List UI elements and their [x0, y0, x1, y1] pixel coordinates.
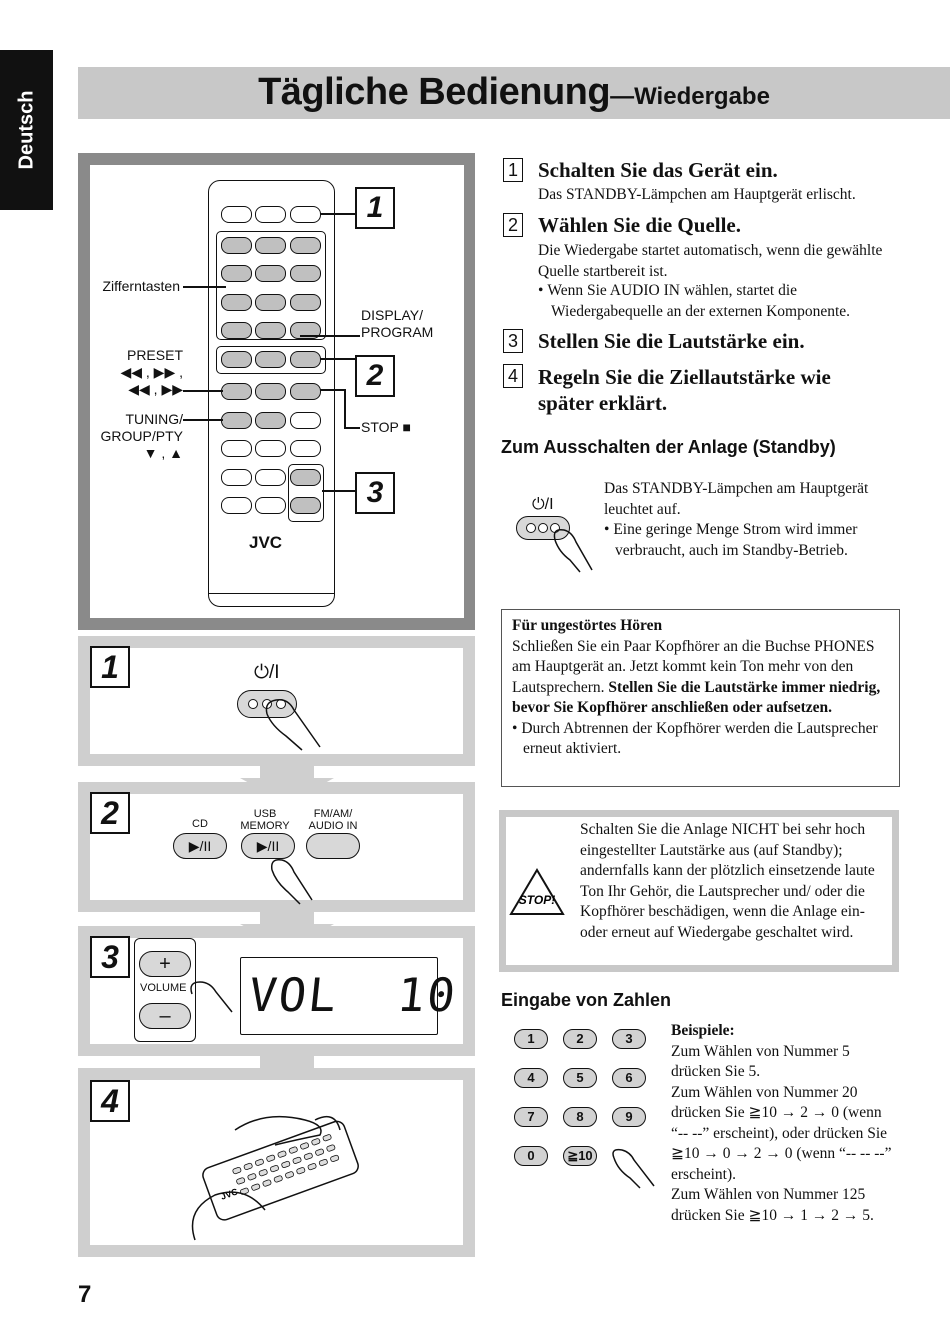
page-title-sub: —Wiedergabe	[610, 83, 770, 110]
remote-button	[221, 497, 252, 514]
remote-button	[221, 469, 252, 486]
remote-stop-button	[290, 383, 321, 400]
remote-number-key	[255, 294, 286, 311]
examples-heading: Beispiele:	[671, 1022, 735, 1039]
headphones-note-content	[512, 616, 892, 760]
remote-number-key	[290, 265, 321, 282]
step-4-number: 4	[90, 1080, 130, 1122]
language-tab	[0, 50, 53, 210]
instruction-2-bullet: • Wenn Sie AUDIO IN wählen, startet die Wiedergabequelle an der externen Komponente.	[538, 282, 851, 320]
remote-usb-button	[255, 351, 286, 368]
headphones-note	[501, 609, 900, 787]
headphones-bold-text: Stellen Sie die Lautstärke immer niedrig, bevor Sie Kopfhörer anschließen oder aufsetzen.	[512, 678, 881, 716]
svg-text:JVC: JVC	[219, 1186, 240, 1202]
instruction-4-heading	[503, 364, 878, 416]
flow-arrow	[260, 1054, 314, 1068]
remote-cd-button	[221, 351, 252, 368]
number-key-7: 7	[514, 1107, 548, 1127]
volume-display	[240, 957, 460, 1035]
label-display-program: DISPLAY/ PROGRAM	[361, 307, 434, 340]
label-tuning: TUNING/ GROUP/PTY	[100, 411, 183, 444]
remote-button	[255, 440, 286, 457]
headphones-text: Schließen Sie ein Paar Kopfhörer an die Buchse PHONES am Hauptgerät an. Jetzt kommt kein Ton mehr von den Lautsprechern.	[512, 637, 875, 696]
remote-callout-3: 3	[355, 472, 395, 514]
step-2-number: 2	[90, 792, 130, 834]
number-key-1: 1	[514, 1029, 548, 1049]
standby-text: Das STANDBY-Lämpchen am Hauptgerät leuchtet auf.	[604, 480, 869, 518]
finger-icon	[550, 526, 595, 574]
instruction-1-number: 1	[503, 158, 523, 182]
remote-button	[255, 497, 286, 514]
stop-warning-icon	[509, 868, 565, 916]
label-tuning-arrows: ▼ , ▲	[143, 445, 183, 461]
leader-line	[183, 390, 223, 392]
page-title	[78, 71, 950, 114]
number-key-4: 4	[514, 1068, 548, 1088]
remote-number-key	[221, 294, 252, 311]
remote-number-key	[255, 237, 286, 254]
example-item: Zum Wählen von Nummer 20 drücken Sie ≧10 → 2 → 0 (wenn “-- --” erscheint), oder drücken Sie ≧10 → 0 → 2 → 0 (wenn “-- -- --” erscheint).	[671, 1083, 892, 1183]
leader-line	[320, 213, 355, 215]
finger-icon	[186, 978, 236, 1018]
example-item: Zum Wählen von Nummer 5 drücken Sie 5.	[671, 1042, 850, 1080]
leader-line	[320, 358, 355, 360]
leader-line	[344, 427, 360, 429]
cd-play-button: ▶/II	[173, 833, 227, 859]
remote-number-key	[255, 265, 286, 282]
label-preset: PRESET	[126, 347, 183, 363]
number-key-6: 6	[612, 1068, 646, 1088]
leader-line	[183, 419, 223, 421]
remote-callout-2: 2	[355, 355, 395, 397]
remote-tuning-button	[255, 412, 286, 429]
remote-brand-logo: JVC	[249, 533, 283, 552]
remote-fm-button	[290, 351, 321, 368]
instruction-3-heading-text: Stellen Sie die Lautstärke ein.	[538, 329, 805, 353]
instruction-2-bullet-text: Wenn Sie AUDIO IN wählen, startet die Wiedergabequelle an der externen Komponente.	[547, 282, 851, 320]
label-zifferntasten: Zifferntasten	[102, 278, 180, 294]
remote-tuning-button	[221, 412, 252, 429]
label-preset-ff: ◀◀ , ▶▶ ,	[120, 364, 183, 380]
instruction-3-heading	[503, 329, 950, 354]
number-key-9: 9	[612, 1107, 646, 1127]
finger-icon	[266, 856, 316, 906]
instruction-4-heading-text: Regeln Sie die Ziellautstärke wie später erklärt.	[538, 365, 831, 415]
flow-arrow	[260, 910, 314, 924]
headphones-bullet-text: Durch Abtrennen der Kopfhörer werden die Lautsprecher erneut aktiviert.	[521, 719, 878, 757]
remote-button	[290, 412, 321, 429]
fm-label: FM/AM/ AUDIO IN	[308, 808, 358, 832]
page-title-main: Tägliche Bedienung	[258, 71, 611, 113]
remote-number-key	[290, 294, 321, 311]
remote-button	[290, 440, 321, 457]
remote-number-key	[255, 322, 286, 339]
example-item: Zum Wählen von Nummer 125 drücken Sie ≧10 → 1 → 2 → 5.	[671, 1186, 874, 1224]
examples-block	[671, 1021, 896, 1226]
instruction-3-number: 3	[503, 329, 523, 353]
label-stop: STOP ■	[361, 419, 411, 435]
remote-number-key	[221, 265, 252, 282]
warning-text: Schalten Sie die Anlage NICHT bei sehr hoch eingestellter Lautstärke aus (auf Standby); andernfalls kann der plötzlich einsetzende laute Ton Ihr Gehör, die Lautsprecher und/ oder die Kopfhörer beschädigen, wenn die Anlage ein- oder erneut auf Wiedergabe geschaltet wird.	[580, 821, 875, 941]
remote-preset-button	[221, 383, 252, 400]
finger-icon	[262, 692, 322, 752]
usb-label: USB MEMORY	[240, 808, 290, 832]
step-1-number: 1	[90, 646, 130, 688]
usb-play-button: ▶/II	[241, 833, 295, 859]
number-key-10plus: ≧10	[563, 1146, 597, 1166]
page-number: 7	[78, 1281, 92, 1308]
leader-line	[320, 389, 344, 391]
remote-button	[221, 206, 252, 223]
remote-bottom-edge	[209, 593, 334, 606]
remote-button	[255, 469, 286, 486]
number-key-3: 3	[612, 1029, 646, 1049]
remote-button	[221, 440, 252, 457]
standby-bullet-text: Eine geringe Menge Strom wird immer verbraucht, auch im Standby-Betrieb.	[613, 521, 858, 559]
instruction-2-heading	[503, 213, 950, 238]
volume-down-button: –	[139, 1003, 191, 1029]
volume-label: VOLUME	[140, 982, 187, 994]
standby-bullet: • Eine geringe Menge Strom wird immer verbraucht, auch im Standby-Betrieb.	[604, 521, 858, 559]
instruction-1-body: Das STANDBY-Lämpchen am Hauptgerät erlischt.	[538, 186, 856, 203]
leader-line	[344, 389, 346, 427]
instruction-1-heading-text: Schalten Sie das Gerät ein.	[538, 158, 778, 182]
volume-up-button: +	[139, 951, 191, 977]
step-3-number: 3	[90, 936, 130, 978]
instruction-2-number: 2	[503, 213, 523, 237]
flow-arrow	[260, 764, 314, 778]
remote-button	[255, 206, 286, 223]
title-bar	[78, 67, 950, 119]
remote-control-illustration	[208, 180, 335, 607]
volume-display-text: VOL 10	[246, 968, 460, 1022]
headphones-heading: Für ungestörtes Hören	[512, 617, 663, 634]
instruction-1-heading	[503, 158, 950, 183]
instruction-2-body: Die Wiedergabe startet automatisch, wenn die gewählte Quelle startbereit ist.	[538, 242, 883, 280]
cd-label: CD	[192, 818, 208, 830]
remote-volume-down	[290, 497, 321, 514]
standby-heading: Zum Ausschalten der Anlage (Standby)	[501, 437, 836, 457]
leader-line	[322, 490, 355, 492]
numbers-heading: Eingabe von Zahlen	[501, 990, 672, 1010]
label-preset-skip: ◀◀ , ▶▶	[128, 381, 183, 397]
number-key-2: 2	[563, 1029, 597, 1049]
stop-icon-text: STOP!	[518, 893, 556, 907]
remote-volume-up	[290, 469, 321, 486]
instruction-4-number: 4	[503, 364, 523, 388]
instruction-2-heading-text: Wählen Sie die Quelle.	[538, 213, 742, 237]
finger-icon	[608, 1146, 658, 1190]
language-tab-label: Deutsch	[15, 90, 37, 170]
remote-number-key	[290, 237, 321, 254]
power-symbol: ⏻/I	[254, 662, 280, 683]
number-key-8: 8	[563, 1107, 597, 1127]
leader-line	[300, 335, 360, 337]
hand-holding-remote-icon	[175, 1100, 375, 1245]
standby-power-symbol: ⏻/I	[532, 496, 554, 513]
remote-callout-1: 1	[355, 187, 395, 229]
number-key-5: 5	[563, 1068, 597, 1088]
remote-power-button	[290, 206, 321, 223]
remote-number-key	[221, 237, 252, 254]
headphones-bullet: • Durch Abtrennen der Kopfhörer werden die Lautsprecher erneut aktiviert.	[512, 719, 878, 757]
leader-line	[183, 286, 226, 288]
remote-number-key	[221, 322, 252, 339]
remote-preset-button	[255, 383, 286, 400]
number-key-0: 0	[514, 1146, 548, 1166]
